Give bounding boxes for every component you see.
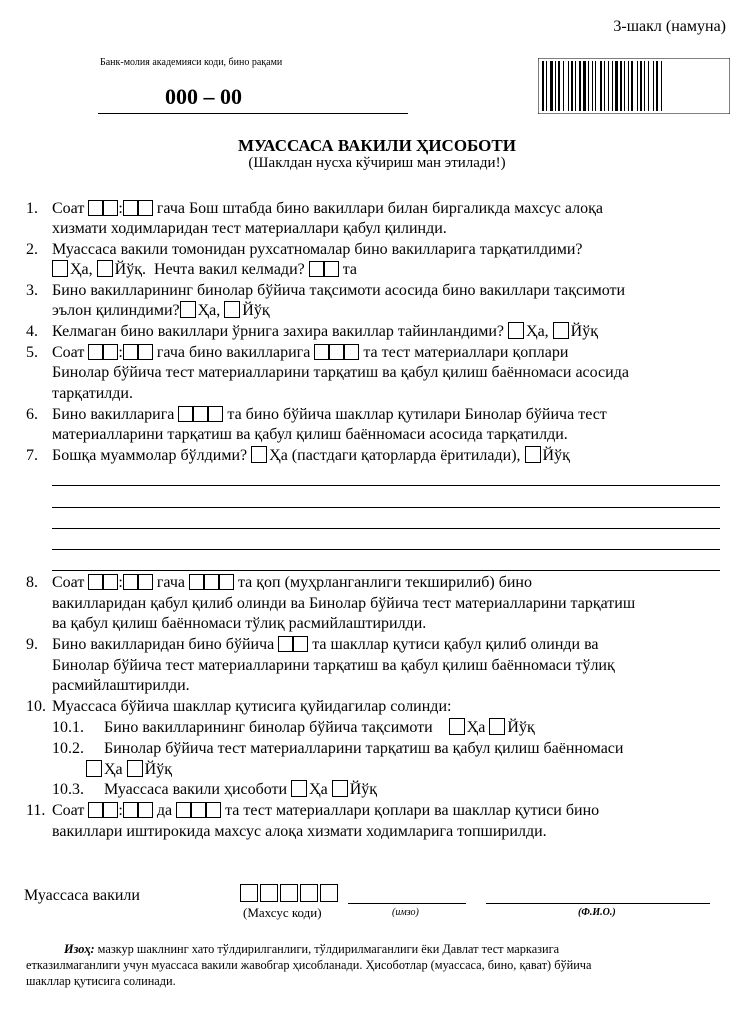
yes-label: Ҳа [104, 761, 123, 778]
item-text: эълон қилиндими? [52, 302, 180, 319]
answer-line[interactable] [52, 485, 720, 486]
hour-box[interactable] [88, 344, 103, 360]
item-9-cont: Бинолар бўйича тест материалларини тарқатиш ва қабул қилиш баённомаси тўлиқ [52, 657, 615, 674]
hour-box[interactable] [103, 802, 118, 818]
no-checkbox[interactable] [525, 446, 541, 463]
code-caption: Банк-молия академияси коди, бино рақами [100, 57, 283, 68]
yes-label: Ҳа, [70, 261, 93, 278]
item-number: 3. [26, 282, 38, 299]
minute-box[interactable] [138, 200, 153, 216]
note-line-3: шакллар қутисига солинади. [26, 974, 176, 988]
item-8-cont: вакилларидан қабул қилиб олинди ва Бинолар бўйича тест материалларини тарқатиш [52, 595, 636, 612]
item-6-cont: материалларини тарқатиш ва қабул қилиш баённомаси асосида тарқатилди. [52, 426, 568, 443]
answer-line[interactable] [52, 528, 720, 529]
minute-box[interactable] [138, 802, 153, 818]
item-number: 10. [26, 698, 46, 715]
yes-checkbox[interactable] [52, 260, 68, 277]
code-box[interactable] [280, 884, 298, 902]
count-box[interactable] [176, 802, 191, 818]
code-box[interactable] [300, 884, 318, 902]
sub-number: 10.1. [52, 719, 84, 736]
item-text: Соат [52, 802, 85, 819]
item-1-cont: хизмати ходимларидан тест материаллари қабул қилинди. [52, 220, 447, 237]
hour-box[interactable] [103, 574, 118, 590]
hour-box[interactable] [88, 802, 103, 818]
item-text: гача бино вакилларига [156, 344, 311, 361]
item-9-cont: расмийлаштирилди. [52, 677, 190, 694]
code-box[interactable] [320, 884, 338, 902]
item-10-2-cont [86, 760, 172, 780]
special-code-caption: (Махсус коди) [243, 905, 322, 920]
note-line-2: етказилмаганлиги учун муассаса вакили жавобгар ҳисобланади. Ҳисоботлар (муассаса, бино, қават) бўйича [26, 958, 592, 972]
item-10 [26, 697, 451, 717]
item-2-cont [52, 260, 357, 280]
no-checkbox[interactable] [489, 718, 505, 735]
item-text: Бино вакилларидан бино бўйича [52, 636, 275, 653]
minute-box[interactable] [123, 344, 138, 360]
count-box[interactable] [219, 574, 234, 590]
minute-box[interactable] [123, 574, 138, 590]
item-text: Бинолар бўйича тест материалларини тарқатиш ва қабул қилиш баённомаси [104, 740, 624, 757]
minute-box[interactable] [123, 200, 138, 216]
minute-box[interactable] [123, 802, 138, 818]
yes-label: Ҳа, [197, 302, 221, 319]
no-label: Йўқ. [114, 261, 146, 278]
no-checkbox[interactable] [127, 760, 143, 777]
item-7 [26, 446, 570, 466]
no-checkbox[interactable] [97, 260, 113, 277]
hour-box[interactable] [103, 200, 118, 216]
item-text: Муассаса вакили ҳисоботи [104, 781, 288, 798]
item-5-cont: Бинолар бўйича тест материалларини тарқатиш ва қабул қилиш баённомаси асосида [52, 364, 629, 381]
no-label: Йўқ [242, 302, 270, 319]
item-3 [26, 281, 625, 301]
item-number: 1. [26, 200, 38, 217]
code-value: 000 – 00 [165, 84, 242, 109]
item-text: та шакллар қутиси қабул қилиб олинди ва [312, 636, 599, 653]
count-box[interactable] [178, 406, 193, 422]
note [26, 941, 732, 989]
item-10-2 [52, 739, 623, 759]
item-3-cont [52, 301, 270, 321]
item-6 [26, 405, 607, 425]
item-text: гача [156, 574, 185, 591]
count-box[interactable] [344, 344, 359, 360]
item-text: та тест материаллари қоплари ва шакллар қутиси бино [225, 802, 600, 819]
item-text: да [156, 802, 173, 819]
item-number: 7. [26, 447, 38, 464]
hour-box[interactable] [88, 574, 103, 590]
sub-number: 10.2. [52, 740, 84, 757]
no-checkbox[interactable] [553, 322, 569, 339]
no-label: Йўқ [144, 761, 172, 778]
code-box[interactable] [240, 884, 258, 902]
no-label: Йўқ [542, 447, 570, 464]
code-underline [98, 113, 408, 114]
minute-box[interactable] [138, 574, 153, 590]
minute-box[interactable] [138, 344, 153, 360]
signature-caption: (имзо) [392, 907, 419, 918]
item-text: Соат [52, 200, 85, 217]
count-box[interactable] [193, 406, 208, 422]
item-number: 2. [26, 241, 38, 258]
hour-box[interactable] [103, 344, 118, 360]
name-caption: (Ф.И.О.) [578, 907, 616, 918]
item-number: 8. [26, 574, 38, 591]
item-2 [26, 240, 583, 260]
item-text: та тест материаллари қоплари [363, 344, 569, 361]
item-number: 11. [26, 802, 46, 819]
answer-line[interactable] [52, 570, 720, 571]
code-box[interactable] [260, 884, 278, 902]
yes-checkbox[interactable] [291, 780, 307, 797]
yes-label: Ҳа [466, 719, 486, 736]
item-text: Бино вакилларига [52, 406, 175, 423]
item-5: 5. Соат : гача бино вакилларига та тест материаллари қоплари [26, 344, 569, 361]
item-number: 6. [26, 406, 38, 423]
count-box[interactable] [314, 344, 329, 360]
yes-label: Ҳа (пастдаги қаторларда ёритилади), [269, 447, 521, 464]
yes-checkbox[interactable] [508, 322, 524, 339]
item-11-cont: вакиллари иштирокида махсус алоқа хизмати ходимларига топширилди. [52, 823, 547, 840]
page-title: МУАССАСА ВАКИЛИ ҲИСОБОТИ [238, 136, 516, 155]
item-8: 8. Соат : гача та қоп (муҳрланганлиги текширилиб) бино [26, 574, 532, 591]
yes-checkbox[interactable] [251, 446, 267, 463]
hour-box[interactable] [88, 200, 103, 216]
item-10-1 [52, 718, 535, 738]
count-box[interactable] [309, 261, 324, 277]
item-number: 5. [26, 344, 38, 361]
signature-line[interactable] [348, 903, 466, 904]
no-label: Йўқ [349, 781, 378, 798]
yes-label: Ҳа, [526, 323, 549, 340]
count-box[interactable] [329, 344, 344, 360]
no-checkbox[interactable] [224, 301, 240, 318]
yes-checkbox[interactable] [449, 718, 465, 735]
special-code-boxes [240, 884, 340, 904]
item-8-cont: ва қабул қилиш баённомаси тўлиқ расмийлаштирилди. [52, 615, 427, 632]
barcode [538, 58, 730, 114]
item-text: Бино вакилларининг бинолар бўйича тақсимоти асосида бино вакиллари тақсимоти [52, 282, 626, 299]
item-text: та бино бўйича шакллар қутилари Бинолар бўйича тест [227, 406, 607, 423]
count-box[interactable] [293, 636, 308, 652]
item-11: 11. Соат : да та тест материаллари қоплари ва шакллар қутиси бино [26, 802, 600, 819]
yes-label: Ҳа [309, 781, 328, 798]
count-box[interactable] [278, 636, 293, 652]
note-head: Изоҳ: [64, 942, 95, 956]
item-text: Соат [52, 574, 85, 591]
sub-number: 10.3. [52, 781, 84, 798]
yes-checkbox[interactable] [86, 760, 102, 777]
count-box[interactable] [324, 261, 339, 277]
item-number: 9. [26, 636, 38, 653]
item-text: Бошқа муаммолар бўлдими? [52, 447, 248, 464]
yes-checkbox[interactable] [180, 301, 196, 318]
item-text: гача Бош штабда бино вакиллари билан биргаликда махсус алоқа [156, 200, 603, 217]
item-text: Муассаса бўйича шакллар қутисига қуйидагилар солинди: [52, 698, 452, 715]
count-box[interactable] [206, 802, 221, 818]
count-box[interactable] [191, 802, 206, 818]
item-text: Соат [52, 344, 85, 361]
item-text: та қоп (муҳрланганлиги текширилиб) бино [237, 574, 532, 591]
no-label: Йўқ [507, 719, 535, 736]
item-text: та [342, 261, 358, 278]
item-4 [26, 322, 598, 342]
signature-label: Муассаса вакили [24, 887, 140, 904]
count-box[interactable] [204, 574, 219, 590]
item-5-cont: тарқатилди. [52, 385, 133, 402]
item-text: Бино вакилларининг бинолар бўйича тақсимоти [104, 719, 433, 736]
item-number: 4. [26, 323, 38, 340]
item-1: 1. Соат : гача Бош штабда бино вакиллари билан биргаликда махсус алоқа [26, 200, 603, 217]
item-10-3 [52, 780, 377, 800]
no-label: Йўқ [570, 323, 598, 340]
answer-line[interactable] [52, 507, 720, 508]
count-box[interactable] [189, 574, 204, 590]
page-subtitle: (Шаклдан нусха кўчириш ман этилади!) [248, 155, 506, 171]
item-text: Нечта вакил келмади? [153, 261, 305, 278]
item-9 [26, 635, 599, 655]
name-line[interactable] [486, 903, 710, 904]
item-text: Муассаса вакили томонидан рухсатномалар бино вакилларига тарқатилдими? [52, 241, 583, 258]
note-line-1: мазкур шаклнинг хато тўлдирилганлиги, тўлдирилмаганлиги ёки Давлат тест марказига [97, 942, 560, 956]
count-box[interactable] [208, 406, 223, 422]
no-checkbox[interactable] [332, 780, 348, 797]
item-text: Келмаган бино вакиллари ўрнига захира вакиллар тайинландими? [52, 323, 505, 340]
answer-line[interactable] [52, 549, 720, 550]
form-label: 3-шакл (намуна) [613, 18, 726, 35]
